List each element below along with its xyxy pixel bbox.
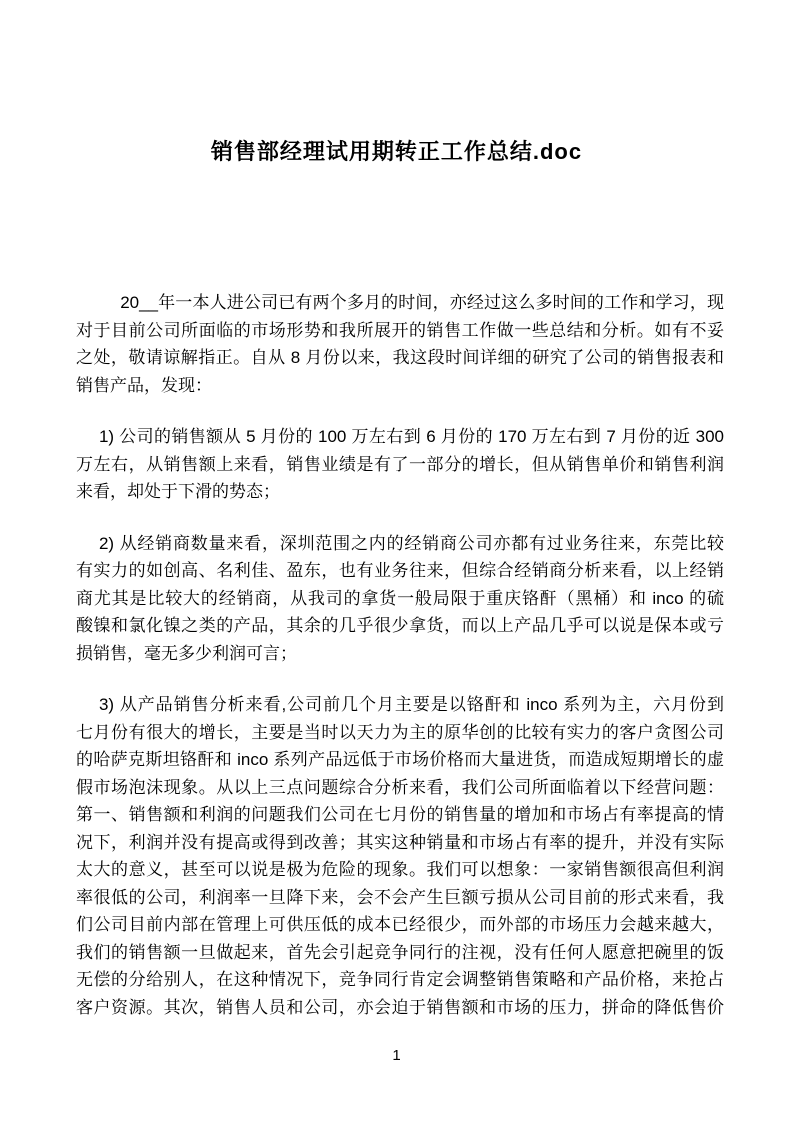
text-line: 有实力的如创高、名利佳、盈东，也有业务往来，但综合经销商分析来看，以上经销 (76, 561, 724, 580)
text-line: 客户资源。其次，销售人员和公司，亦会迫于销售额和市场的压力，拼命的降低售价 (76, 997, 724, 1017)
text-line: 来看，却处于下滑的势态； (76, 482, 280, 501)
text-line: 商尤其是比较大的经销商，从我司的拿货一般局限于重庆铬酐（黑桶）和 inco 的硫 (76, 588, 724, 608)
paragraph-intro (76, 289, 724, 399)
text-line: 万左右，从销售额上来看，销售业绩是有了一部分的增长，但从销售单价和销售利润 (76, 454, 724, 474)
text-line: 无偿的分给别人，在这种情况下，竞争同行肯定会调整销售策略和产品价格，来抢占 (76, 970, 724, 989)
text-line: 损销售，毫无多少利润可言； (76, 643, 297, 663)
text-line: 对于目前公司所面临的市场形势和我所展开的销售工作做一些总结和分析。如有不妥 (76, 320, 724, 340)
text-line: 3) 从产品销售分析来看,公司前几个月主要是以铬酐和 inco 系列为主，六月份到 (98, 695, 724, 714)
text-line: 太大的意义，甚至可以说是极为危险的现象。我们可以想象：一家销售额很高但利润 (76, 860, 724, 879)
document-body (76, 289, 724, 1021)
page-number: 1 (392, 1047, 401, 1064)
text-line: 的哈萨克斯坦铬酐和 inco 系列产品远低于市场价格而大量进货，而造成短期增长的虚 (76, 750, 724, 769)
text-line: 2) 从经销商数量来看，深圳范围之内的经销商公司亦都有过业务往来，东莞比较 (98, 533, 724, 553)
text-line: 们公司目前内部在管理上可供压低的成本已经很少，而外部的市场压力会越来越大， (76, 915, 724, 934)
document-title: 销售部经理试用期转正工作总结.doc (210, 139, 583, 164)
text-line: 第一、销售额和利润的问题我们公司在七月份的销售量的增加和市场占有率提高的情 (76, 805, 724, 824)
text-line: 酸镍和氯化镍之类的产品，其余的几乎很少拿货，而以上产品几乎可以说是保本或亏 (76, 616, 724, 635)
text-line: 销售产品，发现： (76, 375, 212, 395)
text-line: 七月份有很大的增长，主要是当时以天力为主的原华创的比较有实力的客户贪图公司 (76, 722, 724, 742)
paragraph-point-3 (76, 691, 724, 1021)
text-line: 况下，利润并没有提高或得到改善；其实这种销量和市场占有率的提升，并没有实际 (76, 832, 724, 852)
text-line: 假市场泡沫现象。从以上三点问题综合分析来看，我们公司所面临着以下经营问题： (76, 777, 724, 797)
text-line: 之处，敬请谅解指正。自从 8 月份以来，我这段时间详细的研究了公司的销售报表和 (76, 348, 724, 367)
text-line: 1) 公司的销售额从 5 月份的 100 万左右到 6 月份的 170 万左右到 7 月份的近 300 (98, 427, 724, 446)
paragraph-point-1 (76, 423, 724, 506)
text-line: 20__年一本人进公司已有两个多月的时间，亦经过这么多时间的工作和学习，现 (120, 293, 724, 312)
text-line: 率很低的公司，利润率一旦降下来，会不会产生巨额亏损从公司目前的形式来看，我 (76, 887, 724, 907)
text-line: 我们的销售额一旦做起来，首先会引起竞争同行的注视，没有任何人愿意把碗里的饭 (76, 942, 724, 962)
paragraph-point-2 (76, 530, 724, 668)
